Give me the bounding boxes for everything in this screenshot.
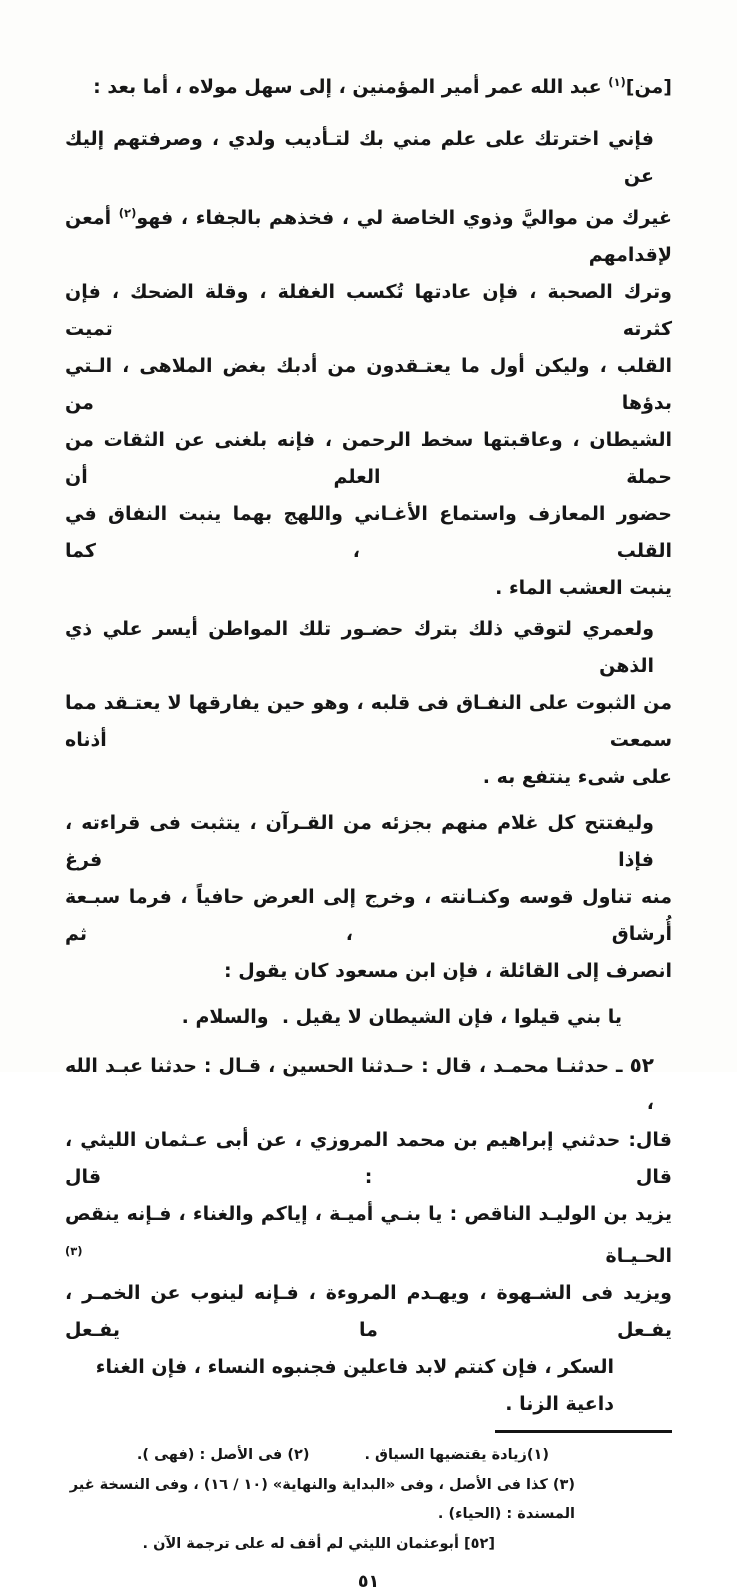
footnote-ref: (٣)	[65, 1244, 83, 1258]
text-line: السكر ، فإن كنتم لابد فاعلين فجنبوه النساء ، فإن الغناء داعية الزنا .	[95, 1356, 614, 1415]
block-salutation	[65, 64, 672, 106]
block-para-tadib	[65, 121, 672, 607]
text-line: القلب ، وليكن أول ما يعتـقدون من أدبك بغض الملاهى ، الـتي بدؤها من	[65, 355, 672, 414]
page-number: ٥١	[357, 1572, 380, 1592]
block-quote	[65, 999, 672, 1036]
block-hadith-52	[65, 1047, 672, 1423]
text-line: ولعمري لتوقي ذلك بترك حضـور تلك المواطن أيسر علي ذي الذهن	[65, 618, 654, 677]
footnote-ref: (١)	[608, 75, 626, 89]
text-line: انصرف إلى القائلة ، فإن ابن مسعود كان يقول :	[224, 960, 672, 982]
block-para-quran	[65, 805, 672, 990]
text-line: يا بني قيلوا ، فإن الشيطان لا يقيل . والسلام .	[181, 1006, 622, 1028]
footnote-separator	[495, 1430, 672, 1433]
hadith-number: ٥٢	[629, 1053, 654, 1077]
text-line: على شىء ينتفع به .	[482, 766, 672, 788]
footnote-2: (٢) فى الأصل : (فهى ).	[136, 1447, 310, 1463]
text-line: ٥٢ ـ حدثنـا محمـد ، قال : حـدثنا الحسين ، قـال : حدثنا عبـد الله ،	[65, 1053, 654, 1114]
text-line: يزيد بن الوليـد الناقص : يا بنـي أميـة ، إياكم والغناء ، فـإنه ينقص الحـيـاة $^{(٣)}$	[65, 1203, 672, 1267]
block-para-lamri	[65, 611, 672, 796]
text-line: منه تناول قوسه وكنـانته ، وخرج إلى العرض حافياً ، فرما سبـعة أُرشاق ، ثم	[65, 886, 672, 945]
text-line: من الثبوت على النفـاق فى قلبه ، وهو حين يفارقها لا يعتـقد مما سمعت أذناه	[65, 692, 672, 751]
text-line: ينبت العشب الماء .	[495, 577, 672, 599]
text-line: [من]$^{(١)}$ عبد الله عمر أمير المؤمنين ، إلى سهل مولاه ، أما بعد :	[93, 75, 672, 98]
footnote-ref: (٢)	[118, 206, 137, 220]
footnote-row	[65, 1441, 672, 1471]
text-line: الشيطان ، وعاقبتها سخط الرحمن ، فإنه بلغنى عن الثقات من حملة العلم أن	[65, 429, 672, 488]
text-line: ويزيد فى الشـهوة ، ويهـدم المروءة ، فـإنه لينوب عن الخمـر ، يفـعل ما يفـعل	[65, 1282, 672, 1341]
footnotes-section	[65, 1441, 672, 1559]
text-line: غيرك من مواليَّ وذوي الخاصة لي ، فخذهم بالجفاء ، فهو$^{(٢)}$ أمعن لإقدامهم	[65, 206, 672, 266]
text-line: قال: حدثني إبراهيم بن محمد المروزي ، عن أبى عـثمان الليثي ، قال : قال	[65, 1129, 672, 1188]
main-text	[65, 64, 672, 1423]
text-line: حضور المعازف واستماع الأغـاني واللهج بهما ينبت النفاق في القلب ، كما	[65, 503, 672, 562]
text-line: وليفتتح كل غلام منهم بجزئه من القـرآن ، يتثبت فى قراءته ، فإذا فرغ	[65, 812, 654, 871]
text-line: وترك الصحبة ، فإن عادتها تُكسب الغفلة ، وقلة الضحك ، فإن كثرته تميت	[65, 281, 672, 340]
footnote-1: (١)زيادة يقتضيها السياق .	[364, 1447, 549, 1463]
text-line: فإني اخترتك على علم مني بك لتـأديب ولدي ، وصرفتهم إليك عن	[65, 128, 654, 187]
footnote-3: (٣) كذا فى الأصل ، وفى «البداية والنهاية» (١٠ / ١٦) ، وفى النسخة غير المسندة : (الحياء) .	[69, 1476, 575, 1522]
footnote-52: [٥٢] أبوعثمان الليثي لم أقف له على ترجمة الآن .	[142, 1535, 495, 1552]
